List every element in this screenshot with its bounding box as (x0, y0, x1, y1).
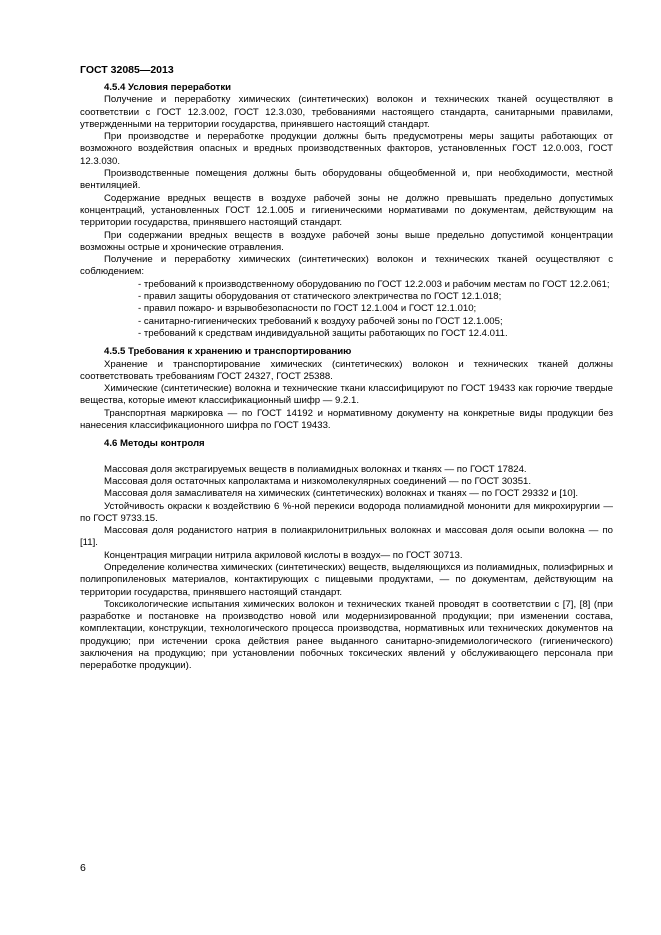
paragraph: Получение и переработку химических (синтетических) волокон и технических тканей осуществляют в соответствии с ГОСТ 12.3.002, ГОСТ 12.3.030, требованиями настоящего стандарта, санитарными правилами, утвержденными на территории государства, принявшего настоящий стандарт. (80, 94, 613, 130)
paragraph: Концентрация миграции нитрила акриловой кислоты в воздух— по ГОСТ 30713. (104, 549, 463, 561)
list-item: - санитарно-гигиенических требований к воздуху рабочей зоны по ГОСТ 12.1.005; (80, 316, 613, 328)
list-item: - правил пожаро- и взрывобезопасности по ГОСТ 12.1.004 и ГОСТ 12.1.010; (80, 303, 613, 315)
list-item: - требований к производственному оборудованию по ГОСТ 12.2.003 и рабочим местам по ГОСТ 12.2.061; (80, 279, 613, 291)
paragraph: Хранение и транспортирование химических (синтетических) волокон и технических тканей должны соответствовать требованиям ГОСТ 24327, ГОСТ 25388. (80, 358, 613, 382)
page-content (80, 82, 613, 673)
paragraph: Массовая доля замасливателя на химических (синтетических) волокнах и тканях — по ГОСТ 29332 и [10]. (104, 488, 579, 500)
section-title-4-5-5: 4.5.5 Требования к хранению и транспортированию (104, 346, 352, 358)
page-number: 6 (80, 862, 86, 874)
paragraph: Устойчивость окраски к воздействию 6 %-ной перекиси водорода полиамидной мононити для микрохирургии — по ГОСТ 9733.15. (80, 500, 613, 524)
list-item: - требований к средствам индивидуальной защиты работающих по ГОСТ 12.4.011. (80, 328, 613, 340)
paragraph: Массовая доля роданистого натрия в полиакрилонитрильных волокнах и массовая доля осыпи волокна — по [11]. (80, 525, 613, 549)
paragraph: Определение количества химических (синтетических) веществ, выделяющихся из полиамидных, полиэфирных и полипропиленовых материалов, контактирующих с пищевыми продуктами, — по документам, действующим на территории государства, принявшего настоящий стандарт. (80, 561, 613, 598)
paragraph: Производственные помещения должны быть оборудованы общеобменной и, при необходимости, местной вентиляцией. (80, 168, 613, 192)
list-item: - правил защиты оборудования от статического электричества по ГОСТ 12.1.018; (80, 291, 613, 303)
section-title-4-6: 4.6 Методы контроля (104, 438, 205, 450)
document-header: ГОСТ 32085—2013 (80, 64, 174, 76)
paragraph: Получение и переработку химических (синтетических) волокон и технических тканей осуществляют с соблюдением: (80, 254, 613, 278)
section-title-4-5-4: 4.5.4 Условия переработки (104, 82, 232, 93)
paragraph: При содержании вредных веществ в воздухе рабочей зоны выше предельно допустимой концентрации возможны острые и хронические отравления. (80, 229, 613, 253)
paragraph: Содержание вредных веществ в воздухе рабочей зоны не должно превышать предельно допустимых концентраций, установленных ГОСТ 12.1.005 и гигиеническими нормативами по документам, действующим на территории государства, принявшего настоящий стандарт. (80, 192, 613, 229)
paragraph: При производстве и переработке продукции должны быть предусмотрены меры защиты работающих от возможного воздействия опасных и вредных производственных факторов, установленных ГОСТ 12.0.003, ГОСТ 12.3.030. (80, 131, 613, 167)
paragraph: Токсикологические испытания химических волокон и технических тканей проводят в соответствии с [7], [8] (при разработке и постановке на производство новой или модернизированной продукции; при изменении состава, комплектации, конструкции, технологического процесса производства, нормативных или технических документов на продукцию; при истечении срока действия ранее выданного санитарно-эпидемиологического (гигиенического) заключения на продукцию; при установлении побочных токсических явлений у обслуживающего персонала при переработке продукции). (80, 598, 613, 672)
paragraph: Массовая доля экстрагируемых веществ в полиамидных волокнах и тканях — по ГОСТ 17824. (104, 463, 527, 475)
paragraph: Химические (синтетические) волокна и технические ткани классифицируют по ГОСТ 19433 как горючие твердые вещества, которые имеют классификационный шифр — 9.2.1. (80, 383, 613, 407)
paragraph: Массовая доля остаточных капролактама и низкомолекулярных соединений — по ГОСТ 30351. (104, 475, 532, 487)
paragraph: Транспортная маркировка — по ГОСТ 14192 и нормативному документу на конкретные виды продукции без нанесения классификационного шифра по ГОСТ 19433. (80, 407, 613, 432)
